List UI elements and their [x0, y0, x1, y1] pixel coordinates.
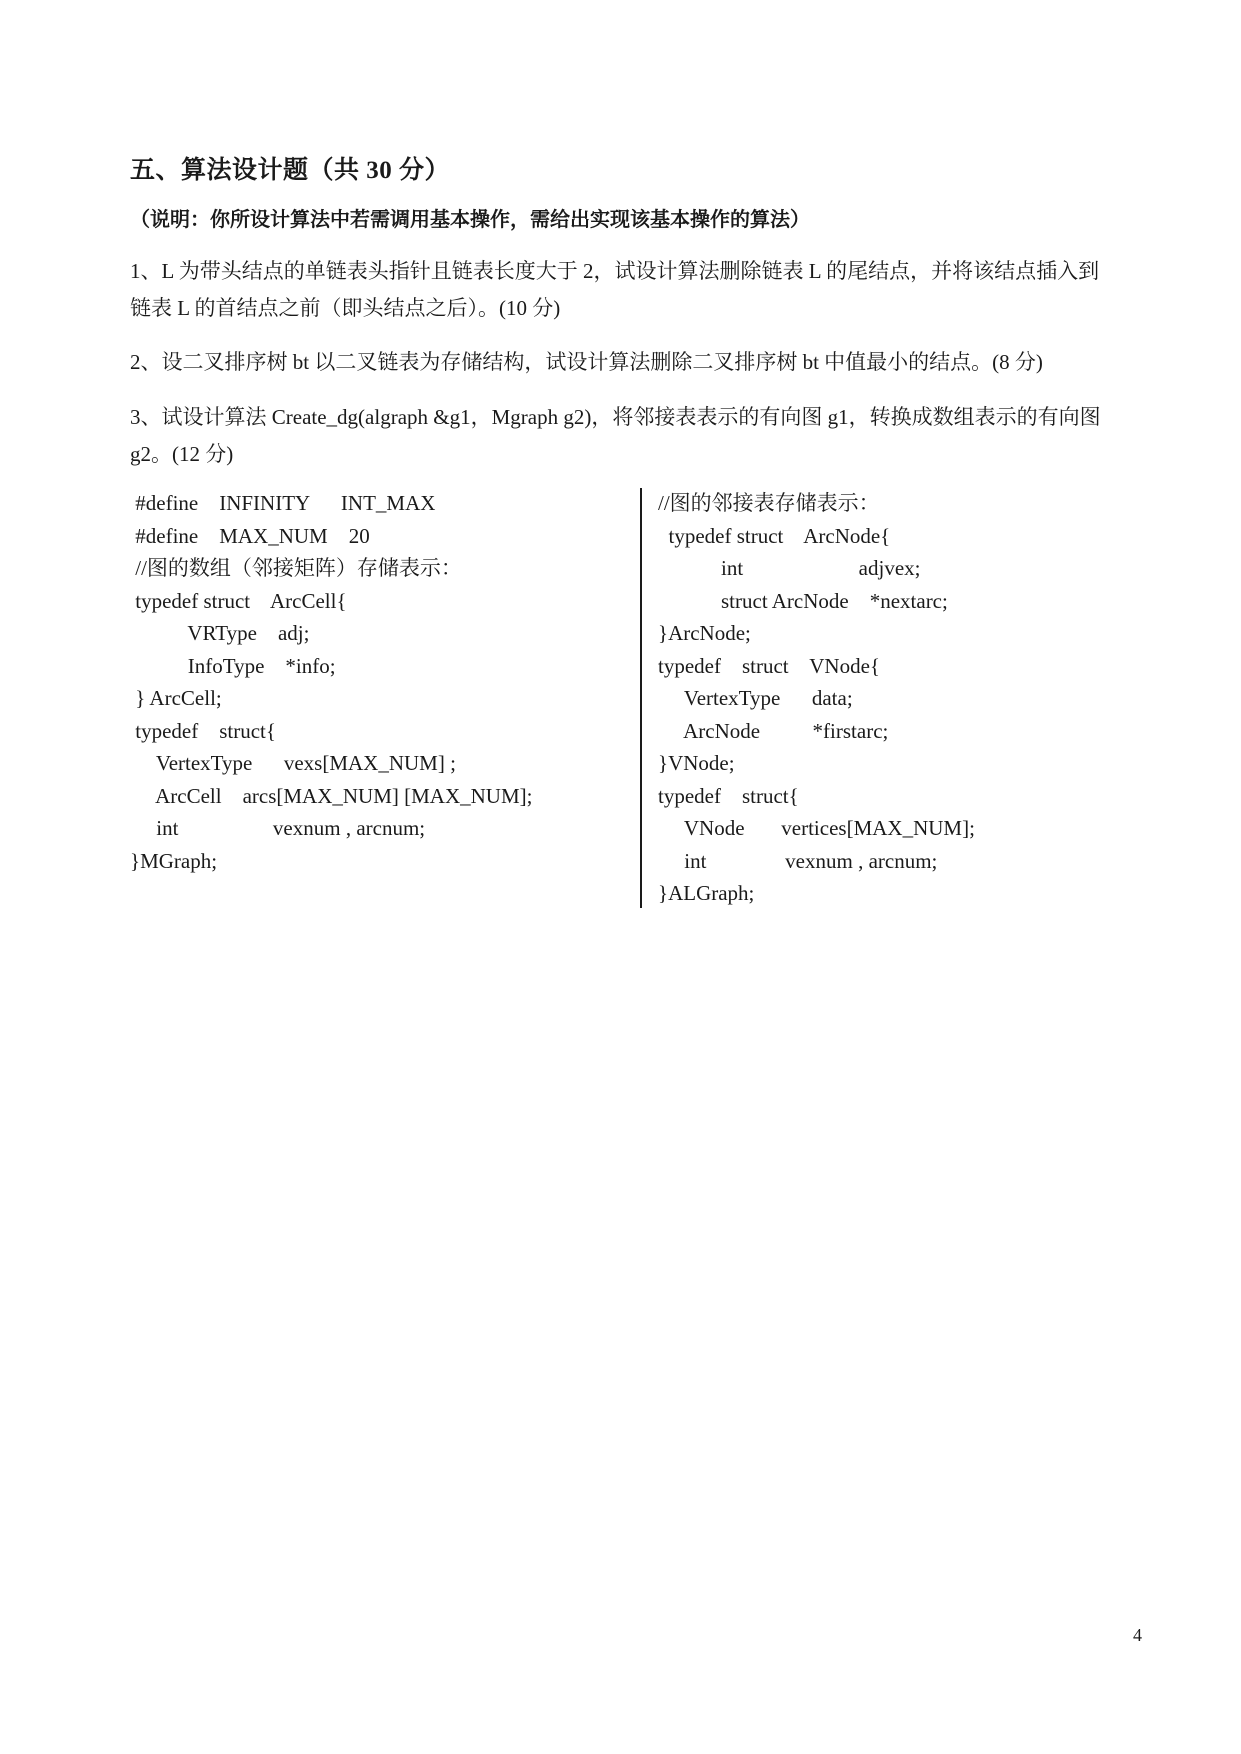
- code-line: InfoType *info;: [130, 653, 336, 678]
- code-line: int vexnum , arcnum;: [658, 848, 938, 873]
- code-line: typedef struct{: [130, 718, 276, 743]
- section-title: 五、算法设计题（共 30 分）: [130, 157, 451, 184]
- code-line: VertexType data;: [658, 686, 853, 710]
- code-line: }MGraph;: [130, 848, 218, 873]
- page-number: 4: [1133, 1625, 1142, 1645]
- code-line: #define INFINITY INT_MAX: [130, 491, 436, 515]
- instruction-note: （说明：你所设计算法中若需调用基本操作，需给出实现该基本操作的算法）: [130, 209, 810, 231]
- code-block-adjacency-matrix: [130, 487, 630, 877]
- code-line: int vexnum , arcnum;: [130, 816, 426, 840]
- code-line: #define MAX_NUM 20: [130, 523, 370, 548]
- code-line: typedef struct VNode{: [658, 653, 880, 678]
- code-line: struct ArcNode *nextarc;: [658, 588, 948, 613]
- code-line: typedef struct ArcCell{: [130, 588, 347, 613]
- question-1-line-2: 链表 L 的首结点之前（即头结点之后）。(10 分): [130, 296, 561, 320]
- question-3: [130, 399, 1150, 473]
- code-line: //图的数组（邻接矩阵）存储表示：: [130, 556, 462, 580]
- question-2: [130, 344, 1150, 381]
- code-line: ArcCell arcs[MAX_NUM] [MAX_NUM];: [130, 783, 533, 808]
- question-3-line-2: g2。(12 分): [130, 442, 234, 466]
- code-line: VNode vertices[MAX_NUM];: [658, 816, 975, 840]
- question-2-line-1: 2、设二叉排序树 bt 以二叉链表为存储结构，试设计算法删除二叉排序树 bt 中值最小的结点。(8 分): [130, 350, 1043, 374]
- code-line: }ALGraph;: [658, 881, 755, 905]
- code-line: } ArcCell;: [130, 686, 222, 710]
- code-block-adjacency-list: [658, 487, 1178, 910]
- code-line: }VNode;: [658, 751, 735, 775]
- question-1: [130, 253, 1150, 327]
- code-line: VRType adj;: [130, 621, 310, 645]
- code-line: }ArcNode;: [658, 621, 751, 645]
- code-line: //图的邻接表存储表示：: [658, 491, 880, 515]
- code-line: int adjvex;: [658, 556, 921, 580]
- code-line: ArcNode *firstarc;: [658, 718, 889, 743]
- column-divider: [640, 488, 642, 908]
- question-3-line-1: 3、试设计算法 Create_dg(algraph &g1，Mgraph g2)，将邻接表表示的有向图 g1，转换成数组表示的有向图: [130, 405, 1101, 429]
- code-line: typedef struct ArcNode{: [658, 523, 891, 548]
- question-1-line-1: 1、L 为带头结点的单链表头指针且链表长度大于 2，试设计算法删除链表 L 的尾结点，并将该结点插入到: [130, 259, 1100, 283]
- code-line: VertexType vexs[MAX_NUM] ;: [130, 751, 456, 775]
- code-line: typedef struct{: [658, 783, 799, 808]
